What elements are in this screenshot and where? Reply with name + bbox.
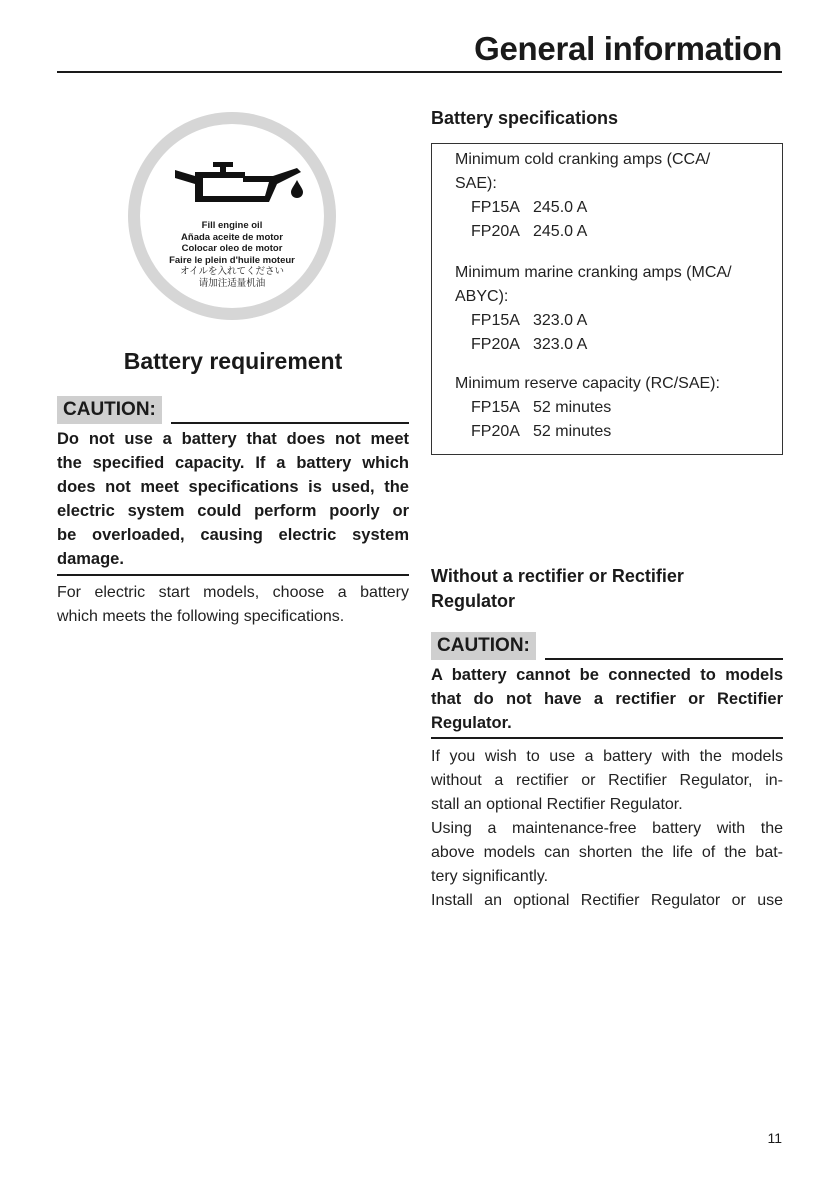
spec-group-rc [455, 372, 774, 444]
body-line: Install an optional Rectifier Regulator or use [431, 892, 783, 909]
spec-value: 323.0 A [533, 312, 588, 329]
body-line: above models can shorten the life of the bat- [431, 844, 783, 861]
body-line: which meets the following specifications. [57, 608, 345, 625]
page-number: 11 [767, 1130, 782, 1146]
rectifier-title-line: Without a rectifier or Rectifier [431, 566, 684, 586]
caution-line: be overloaded, causing electric system [57, 526, 409, 544]
caution-header [57, 396, 409, 426]
caution-end-rule [431, 737, 783, 739]
battery-intro-text [57, 581, 409, 629]
caution-line: A battery cannot be connected to models [431, 666, 783, 684]
spec-heading: Minimum cold cranking amps (CCA/ [455, 151, 711, 168]
spec-group-mca [455, 261, 774, 357]
spec-model: FP20A [471, 423, 520, 440]
body-line: If you wish to use a battery with the models [431, 748, 783, 765]
spec-value: 52 minutes [533, 423, 612, 440]
label-line: Fill engine oil [201, 220, 263, 231]
caution-line: does not meet specifications is used, the [57, 478, 409, 496]
spec-heading: ABYC): [455, 288, 509, 305]
caution-label: CAUTION: [431, 632, 536, 660]
spec-heading: Minimum reserve capacity (RC/SAE): [455, 375, 720, 392]
spec-row [455, 309, 774, 333]
spec-model: FP20A [471, 223, 520, 240]
oil-can-icon [173, 162, 305, 222]
caution-line: that do not have a rectifier or Rectifier [431, 690, 783, 708]
body-line: tery significantly. [431, 868, 549, 885]
caution-label: CAUTION: [57, 396, 162, 424]
spec-heading: SAE): [455, 175, 497, 192]
caution-rule [171, 422, 409, 424]
spec-model: FP15A [471, 312, 520, 329]
spec-model: FP15A [471, 399, 520, 416]
spec-value: 245.0 A [533, 223, 588, 240]
rectifier-title [431, 564, 684, 614]
header-rule [57, 71, 782, 73]
body-line: Using a maintenance-free battery with the [431, 820, 783, 837]
caution-end-rule [57, 574, 409, 576]
spec-heading: Minimum marine cranking amps (MCA/ [455, 264, 732, 281]
battery-requirement-title: Battery requirement [123, 348, 343, 374]
spec-model: FP20A [471, 336, 520, 353]
caution-line: the specified capacity. If a battery which [57, 454, 409, 472]
spec-value: 52 minutes [533, 399, 612, 416]
caution-text [57, 427, 409, 571]
label-line: Faire le plein d'huile moteur [169, 254, 295, 266]
spec-value: 323.0 A [533, 336, 588, 353]
spec-row [455, 420, 774, 444]
spec-row [455, 196, 774, 220]
label-line: Colocar oleo de motor [181, 243, 283, 255]
spec-group-cca [455, 148, 774, 244]
spec-row [455, 220, 774, 244]
rectifier-body-text [431, 745, 783, 913]
fill-oil-label [128, 112, 336, 320]
spec-model: FP15A [471, 199, 520, 216]
caution-rule [545, 658, 783, 660]
spec-row [455, 396, 774, 420]
page-title: General information [474, 30, 782, 67]
body-line: without a rectifier or Rectifier Regulator, in- [431, 772, 783, 789]
battery-specifications-title: Battery specifications [431, 108, 619, 128]
rectifier-caution-text [431, 663, 783, 735]
label-text [140, 220, 324, 290]
rectifier-title-line: Regulator [431, 591, 516, 611]
label-line: オイルを入れてください [179, 266, 285, 278]
label-line: 请加注适量机油 [198, 277, 266, 289]
body-line: For electric start models, choose a battery [57, 584, 409, 601]
spec-table [431, 143, 783, 455]
spec-value: 245.0 A [533, 199, 588, 216]
label-line: Añada aceite de motor [181, 231, 283, 243]
caution-line: Do not use a battery that does not meet [57, 430, 409, 448]
spec-row [455, 333, 774, 357]
body-line: stall an optional Rectifier Regulator. [431, 796, 683, 813]
caution-line: Regulator. [431, 714, 512, 732]
rectifier-caution-header [431, 632, 783, 662]
caution-line: damage. [57, 550, 124, 568]
caution-line: electric system could perform poorly or [57, 502, 409, 520]
